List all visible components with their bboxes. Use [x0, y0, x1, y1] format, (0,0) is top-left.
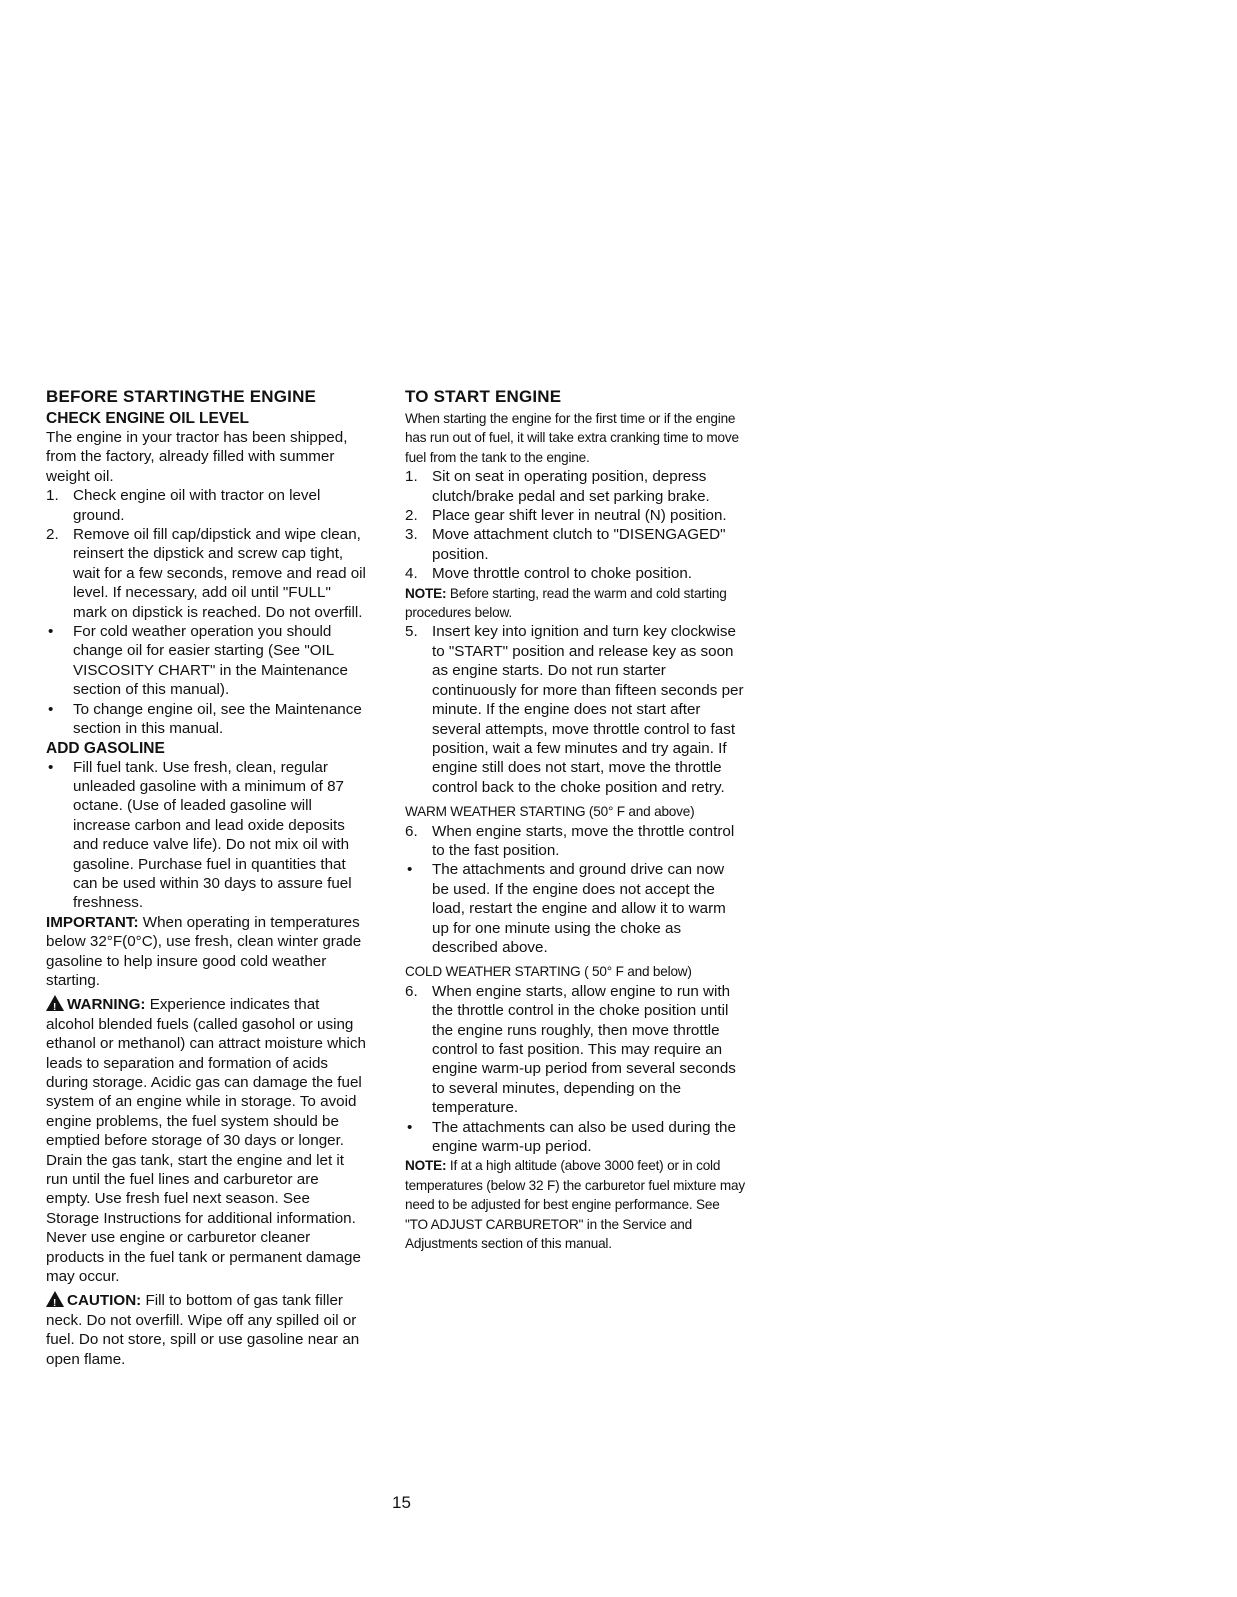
- cold-bullet: • The attachments can also be used during the engine warm-up period.: [407, 1118, 736, 1156]
- note-before-starting: NOTE: Before starting, read the warm and cold starting procedures below.: [405, 585, 727, 621]
- oil-step-1: 1. Check engine oil with tractor on level ground.: [46, 487, 321, 524]
- oil-bullet-change: • To change engine oil, see the Maintenance section in this manual.: [48, 700, 362, 738]
- oil-bullet-cold: • For cold weather operation you should change oil for easier starting (See "OIL VISCOSITY CHART" in the Maintenance section of this manual).: [48, 623, 348, 699]
- warning-paragraph: !WARNING: Experience indicates that alcohol blended fuels (called gasohol or using ethanol or methanol) can attract moisture which leads to separation and formation of acids during storage. Acidic gas can damage the fuel system of an engine while in storage. To avoid engine problems, the fuel system should be emptied before storage of 30 days or longer. Drain the gas tank, start the engine and let it run until the fuel lines and carburetor are empty. Use fresh fuel next season. See Storage Instructions for additional information. Never use engine or carburetor cleaner products in the fuel tank or permanent damage may occur.: [46, 995, 366, 1286]
- warm-step-6: 6. When engine starts, move the throttle control to the fast position.: [405, 822, 735, 859]
- section-heading-before-starting: BEFORE STARTINGTHE ENGINE: [46, 387, 317, 406]
- right-column: [405, 387, 745, 1253]
- important-paragraph: IMPORTANT: When operating in temperatures below 32°F(0°C), use fresh, clean winter grade gasoline to help insure good cold weather starting.: [46, 913, 362, 989]
- start-intro: When starting the engine for the first time or if the engine has run out of fuel, it will take extra cranking time to move fuel from the tank to the engine.: [405, 411, 739, 465]
- oil-step-2: 2. Remove oil fill cap/dipstick and wipe clean, reinsert the dipstick and screw cap tight, wait for a few seconds, remove and read oil level. If necessary, add oil until "FULL" mark on dipstick is reached. Do not overfill.: [46, 526, 366, 621]
- subheading-add-gasoline: ADD GASOLINE: [46, 739, 165, 757]
- warm-weather-heading: WARM WEATHER STARTING (50° F and above): [405, 804, 695, 820]
- start-step-2: 2. Place gear shift lever in neutral (N) position.: [405, 507, 727, 525]
- note-high-altitude: NOTE: If at a high altitude (above 3000 feet) or in cold temperatures (below 32 F) the carburetor fuel mixture may need to be adjusted for best engine performance. See "TO ADJUST CARBURETOR" in the Service and Adjustments section of this manual.: [405, 1158, 745, 1252]
- page-number: 15: [392, 1493, 411, 1512]
- cold-weather-heading: COLD WEATHER STARTING ( 50° F and below): [405, 964, 692, 980]
- start-step-5: 5. Insert key into ignition and turn key clockwise to "START" position and release key as soon as engine starts. Do not run starter continuously for more than fifteen seconds per minute. If the engine does not start after several attempts, move throttle control to fast position, wait a few minutes and try again. If engine still does not start, move the throttle control back to the choke position and retry.: [405, 623, 744, 796]
- warning-triangle-icon: [46, 995, 64, 1011]
- subheading-check-oil: CHECK ENGINE OIL LEVEL: [46, 410, 249, 427]
- oil-intro: The engine in your tractor has been shipped, from the factory, already filled with summer weight oil.: [46, 429, 348, 485]
- caution-paragraph: !CAUTION: Fill to bottom of gas tank filler neck. Do not overfill. Wipe off any spilled oil or fuel. Do not store, spill or use gasoline near an open flame.: [46, 1291, 366, 1369]
- section-heading-start-engine: TO START ENGINE: [405, 387, 562, 406]
- left-column: [46, 387, 366, 1369]
- gas-bullet: • Fill fuel tank. Use fresh, clean, regular unleaded gasoline with a minimum of 87 octane. (Use of leaded gasoline will increase carbon and lead oxide deposits and reduce valve life). Do not mix oil with gasoline. Purchase fuel in quantities that can be used within 30 days to assure fuel freshness.: [48, 758, 352, 912]
- cold-step-6: 6. When engine starts, allow engine to run with the throttle control in the choke position until the engine runs roughly, then move throttle control to fast position. This may require an engine warm-up period from several seconds to several minutes, depending on the temperature.: [405, 982, 736, 1117]
- start-step-4: 4. Move throttle control to choke position.: [405, 565, 693, 583]
- warm-bullet: • The attachments and ground drive can now be used. If the engine does not accept the load, restart the engine and allow it to warm up for one minute using the choke as described above.: [407, 861, 726, 956]
- start-step-3: 3. Move attachment clutch to "DISENGAGED" position.: [405, 526, 726, 563]
- start-step-1: 1. Sit on seat in operating position, depress clutch/brake pedal and set parking brake.: [405, 468, 710, 505]
- caution-triangle-icon: [46, 1291, 64, 1307]
